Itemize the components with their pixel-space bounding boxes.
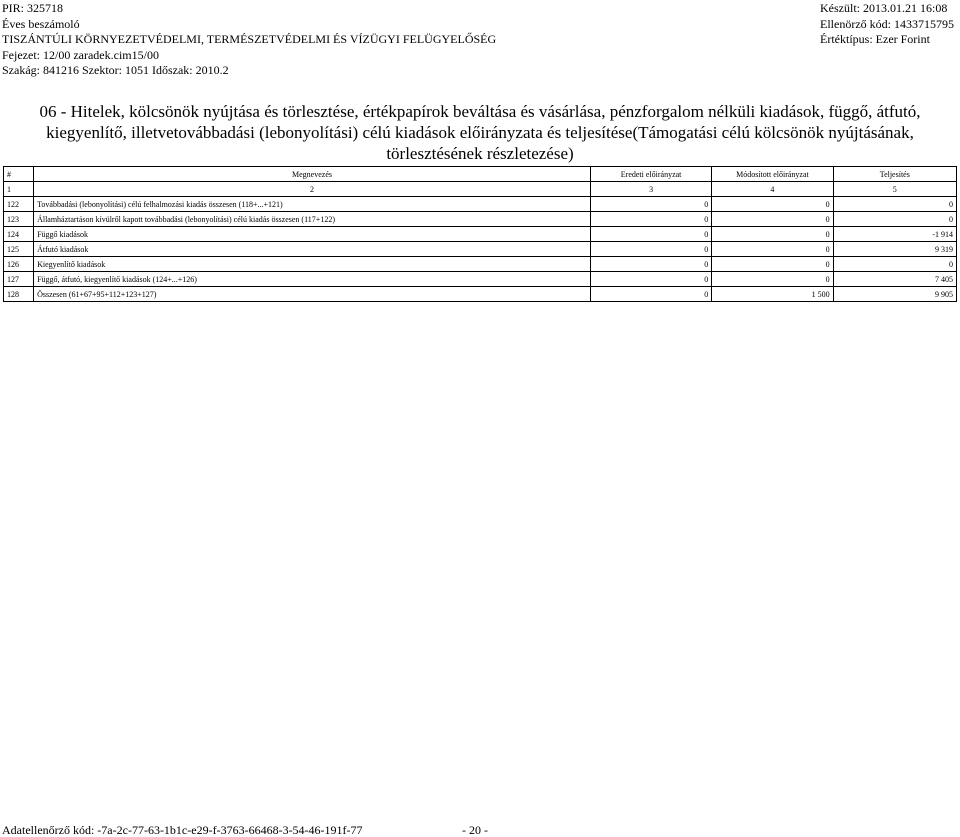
row-number: 123 [4,212,34,227]
col-header-modified: Módosított előirányzat [712,167,833,182]
pir-id: PIR: 325718 [2,1,64,15]
row-label: Összesen (61+67+95+112+123+127) [34,287,591,302]
modified-value: 0 [712,272,833,287]
col-header-original: Eredeti előirányzat [590,167,711,182]
original-value: 0 [590,272,711,287]
original-value: 0 [590,227,711,242]
col-header-number: # [4,167,34,182]
table-row [4,257,957,272]
performance-value: 7 405 [833,272,956,287]
row-number: 128 [4,287,34,302]
value-type: Értéktípus: Ezer Forint [820,32,930,46]
index-cell: 1 [4,182,34,197]
chapter-info: Fejezet: 12/00 zaradek.cim15/00 [2,47,159,62]
data-check-code: Adatellenőrző kód: -7a-2c-77-63-1b1c-e29-f-3763-66468-3-54-46-191f-77 [2,823,363,837]
table-row [4,197,957,212]
col-header-name: Megnevezés [34,167,591,182]
data-table [3,166,957,302]
modified-value: 0 [712,197,833,212]
index-cell: 2 [34,182,591,197]
modified-value: 0 [712,212,833,227]
row-label: Államháztartáson kívülről kapott továbbadási (lebonyolítási) célú kiadás összesen (117+122) [34,212,591,227]
row-number: 127 [4,272,34,287]
row-label: Átfutó kiadások [34,242,591,257]
index-cell: 4 [712,182,833,197]
row-label: Továbbadási (lebonyolítási) célú felhalmozási kiadás összesen (118+...+121) [34,197,591,212]
modified-value: 0 [712,227,833,242]
created-timestamp: Készült: 2013.01.21 16:08 [820,1,948,15]
report-type: Éves beszámoló [2,16,80,31]
table-row [4,272,957,287]
section-title: 06 - Hitelek, kölcsönök nyújtása és törlesztése, értékpapírok beváltása és vásárlása, pénzforgalom nélküli kiadások, függő, átfutó, kiegyenlítő, illetvetovábbadási (lebonyolítási) célú kiadások előirányzata és teljesítése(Támogatási célú kölcsönök nyújtásának, törlesztésének részletezése) [39,102,921,163]
performance-value: 0 [833,257,956,272]
table-index-row [4,182,957,197]
table-row [4,227,957,242]
modified-value: 0 [712,257,833,272]
table-header-row [4,167,957,182]
performance-value: -1 914 [833,227,956,242]
original-value: 0 [590,242,711,257]
sector-period-info: Szakág: 841216 Szektor: 1051 Időszak: 2010.2 [2,63,229,77]
row-number: 122 [4,197,34,212]
table-row [4,287,957,302]
organization-name: TISZÁNTÚLI KÖRNYEZETVÉDELMI, TERMÉSZETVÉDELMI ÉS VÍZÜGYI FELÜGYELŐSÉG [2,32,497,46]
performance-value: 0 [833,212,956,227]
table-row [4,242,957,257]
index-cell: 5 [833,182,956,197]
modified-value: 1 500 [712,287,833,302]
original-value: 0 [590,257,711,272]
performance-value: 9 905 [833,287,956,302]
row-label: Függő, átfutó, kiegyenlítő kiadások (124+...+126) [34,272,591,287]
row-label: Függő kiadások [34,227,591,242]
original-value: 0 [590,287,711,302]
row-number: 125 [4,242,34,257]
performance-value: 0 [833,197,956,212]
original-value: 0 [590,212,711,227]
col-header-performance: Teljesítés [833,167,956,182]
row-number: 126 [4,257,34,272]
modified-value: 0 [712,242,833,257]
report-header-left [2,1,496,79]
table-row [4,212,957,227]
control-code: Ellenörző kód: 1433715795 [820,16,954,31]
report-header-right [820,1,954,48]
index-cell: 3 [590,182,711,197]
original-value: 0 [590,197,711,212]
row-number: 124 [4,227,34,242]
row-label: Kiegyenlítő kiadások [34,257,591,272]
page-number: - 20 - [462,823,488,837]
performance-value: 9 319 [833,242,956,257]
